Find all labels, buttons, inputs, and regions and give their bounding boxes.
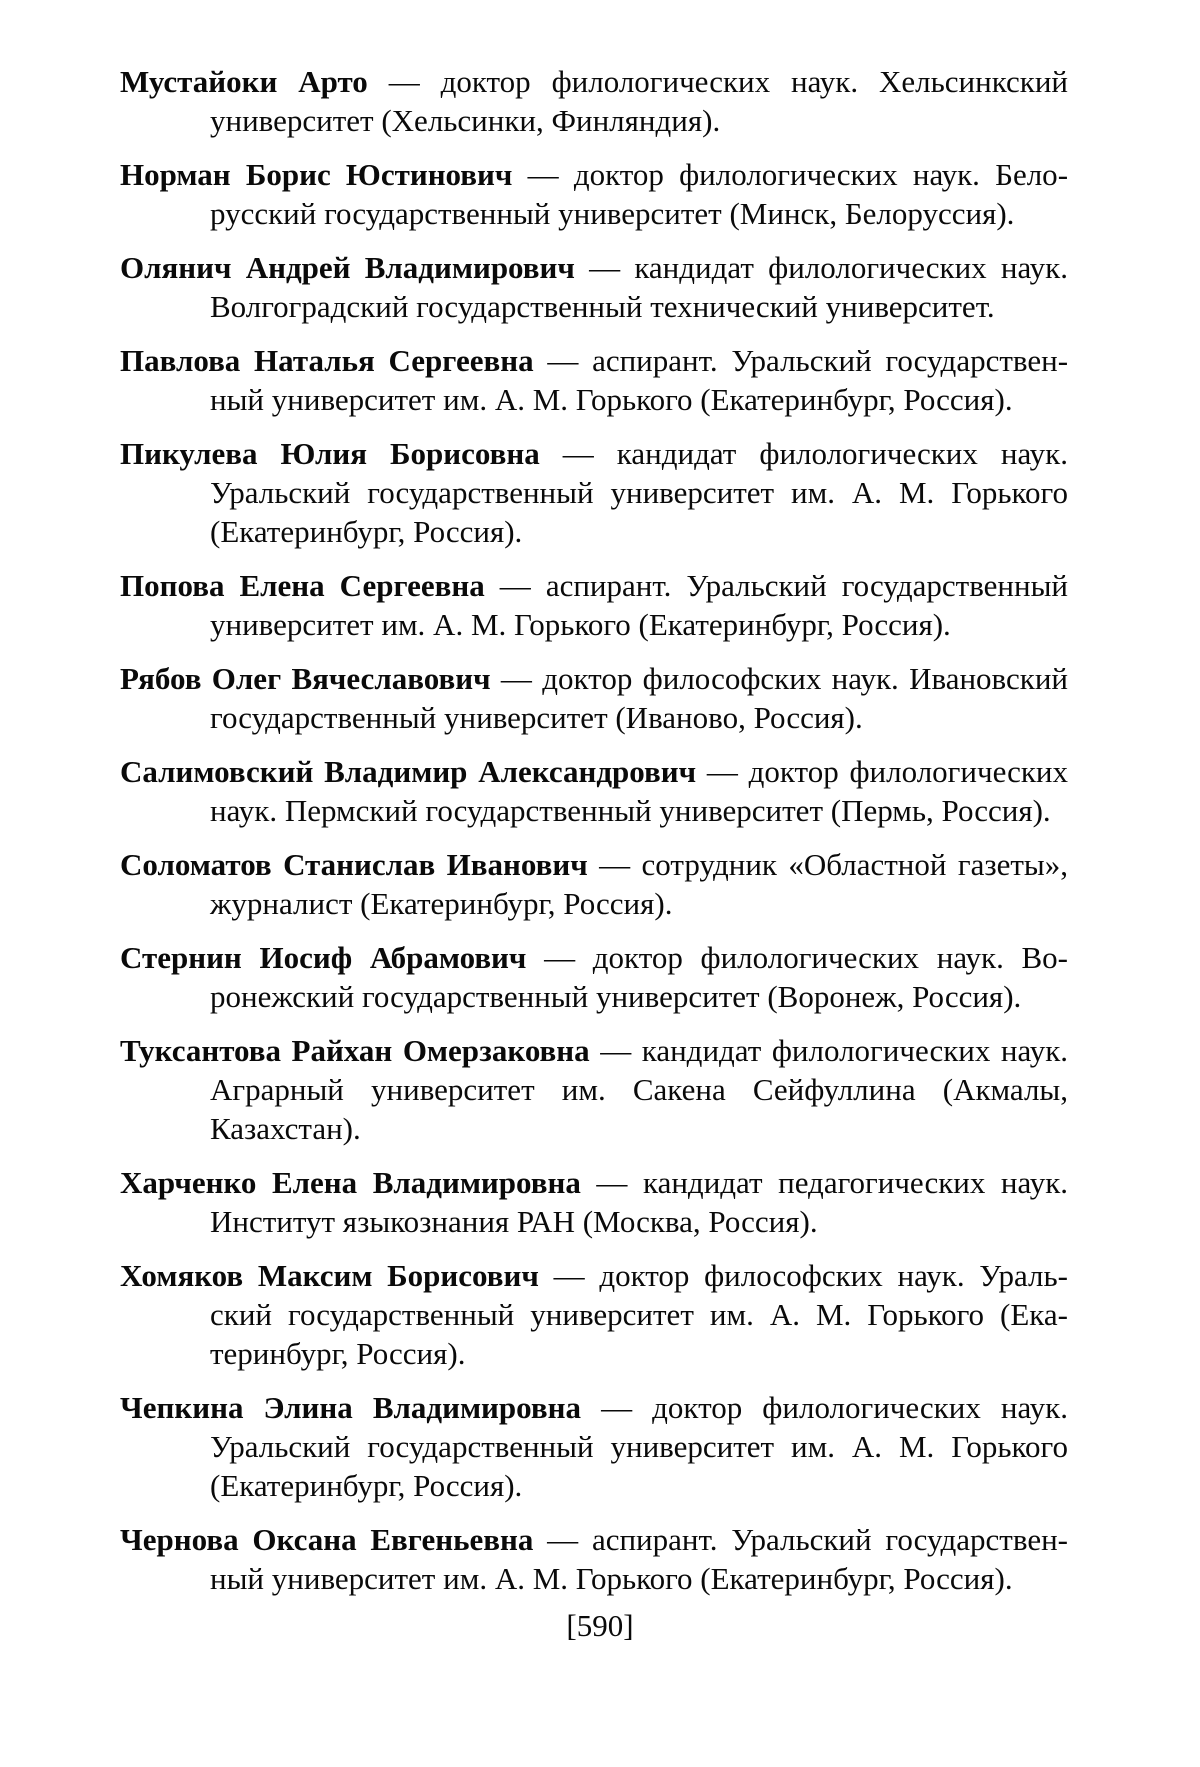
contributor-entry (120, 566, 1068, 644)
dash-separator: — (696, 754, 749, 789)
contributor-name: Павлова Наталья Сергеевна (120, 343, 534, 378)
contributor-description: аспирант. Уральский государственный университет им. А. М. Горького (Екатеринбург, Россия). (210, 1522, 1068, 1596)
contributor-name: Хомяков Максим Борисович (120, 1258, 539, 1293)
dash-separator: — (367, 64, 441, 99)
dash-separator: — (581, 1390, 653, 1425)
dash-separator: — (587, 847, 642, 882)
contributor-description: сотрудник «Областной газеты», журналист (Екатеринбург, Россия). (210, 847, 1069, 921)
contributor-entry (120, 938, 1068, 1016)
contributor-description: аспирант. Уральский государственный университет им. А. М. Горького (Екатеринбург, Россия). (210, 343, 1069, 417)
contributor-entry (120, 155, 1068, 233)
contributor-description: доктор филологических наук. Белорусский государственный университет (Минск, Белоруссия). (210, 157, 1069, 231)
dash-separator: — (574, 250, 635, 285)
contributor-entry (120, 1163, 1068, 1241)
dash-separator: — (484, 568, 546, 603)
contributor-entry (120, 1388, 1068, 1505)
contributor-name: Рябов Олег Вячеславович (120, 661, 491, 696)
contributor-description: аспирант. Уральский государственный университет им. А. М. Горького (Екатеринбург, Россия). (210, 568, 1069, 642)
contributor-description: доктор филологических наук. Хельсинкский университет (Хельсинки, Финляндия). (210, 64, 1068, 138)
contributor-description: кандидат педагогических наук. Институт языкознания РАН (Москва, Россия). (210, 1165, 1069, 1239)
dash-separator: — (580, 1165, 643, 1200)
dash-separator: — (538, 1258, 600, 1293)
contributor-entry (120, 1520, 1068, 1598)
contributor-name: Олянич Андрей Владимирович (120, 250, 575, 285)
contributor-entry (120, 62, 1068, 140)
contributor-description: кандидат филологических наук. Волгоградский государственный технический университет. (210, 250, 1068, 324)
contributor-description: доктор филологических наук. Воронежский государственный университет (Воронеж, Россия). (210, 940, 1068, 1014)
contributor-name: Чепкина Элина Владимировна (120, 1390, 581, 1425)
contributor-entry (120, 248, 1068, 326)
contributor-entry (120, 845, 1068, 923)
contributor-description: доктор филологических наук. Уральский государственный университет им. А. М. Горького (Екатеринбург, Россия). (210, 1390, 1068, 1503)
contributor-name: Стернин Иосиф Абрамович (120, 940, 527, 975)
dash-separator: — (512, 157, 574, 192)
contributor-description: кандидат филологических наук. Аграрный университет им. Сакена Сейфуллина (Акмалы, Казахстан). (210, 1033, 1069, 1146)
contributor-description: кандидат филологических наук. Уральский государственный университет им. А. М. Горького (Екатеринбург, Россия). (210, 436, 1068, 549)
contributor-name: Салимовский Владимир Александрович (120, 754, 697, 789)
contributor-name: Чернова Оксана Евгеньевна (120, 1522, 534, 1557)
contributor-name: Туксантова Райхан Омерзаковна (120, 1033, 590, 1068)
contributor-description: доктор филологических наук. Пермский государственный университет (Пермь, Россия). (210, 754, 1069, 828)
contributors-list (120, 62, 1068, 1613)
dash-separator: — (539, 436, 617, 471)
contributor-entry (120, 434, 1068, 551)
contributor-entry (120, 752, 1068, 830)
contributor-description: доктор философских наук. Ивановский государственный университет (Иваново, Россия). (210, 661, 1069, 735)
contributor-name: Норман Борис Юстинович (120, 157, 513, 192)
contributor-name: Попова Елена Сергеевна (120, 568, 485, 603)
dash-separator: — (589, 1033, 642, 1068)
contributor-description: доктор философских наук. Уральский государственный университет им. А. М. Горького (Екатеринбург, Россия). (210, 1258, 1068, 1371)
page-number: [590] (566, 1608, 634, 1643)
contributor-name: Соломатов Станислав Иванович (120, 847, 588, 882)
contributor-entry (120, 659, 1068, 737)
dash-separator: — (490, 661, 543, 696)
contributor-entry (120, 1031, 1068, 1148)
dash-separator: — (526, 940, 593, 975)
dash-separator: — (533, 343, 593, 378)
contributor-entry (120, 1256, 1068, 1373)
contributor-name: Харченко Елена Владимировна (120, 1165, 581, 1200)
contributor-entry (120, 341, 1068, 419)
contributor-name: Пикулева Юлия Борисовна (120, 436, 540, 471)
contributor-name: Мустайоки Арто (120, 64, 368, 99)
dash-separator: — (533, 1522, 592, 1557)
